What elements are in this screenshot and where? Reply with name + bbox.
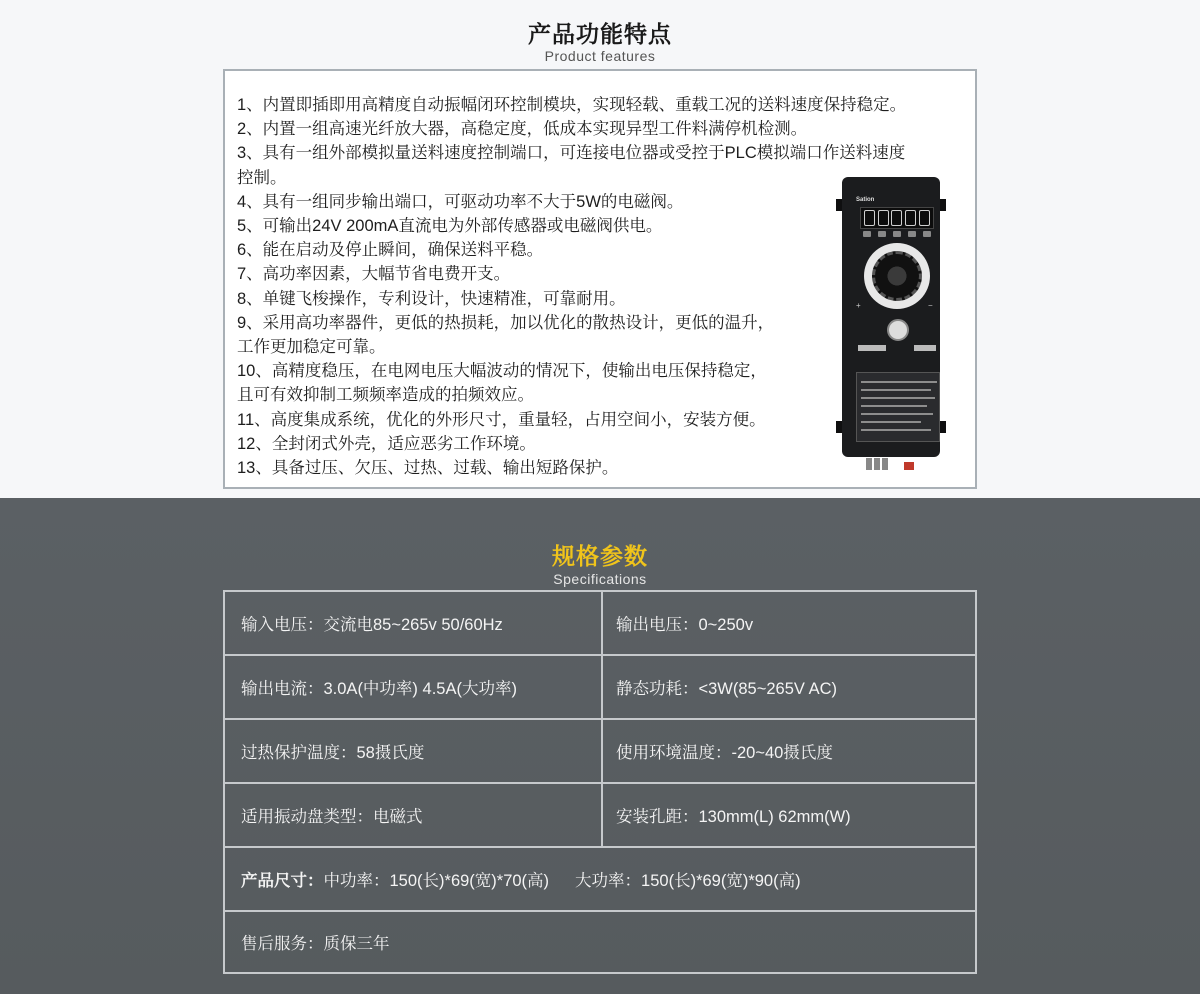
feature-item: 3、具有一组外部模拟量送料速度控制端口，可连接电位器或受控于PLC模拟端口作送料速度 bbox=[237, 144, 906, 163]
led-display bbox=[860, 207, 934, 229]
feature-item: 11、高度集成系统，优化的外形尺寸，重量轻，占用空间小，安装方便。 bbox=[237, 410, 766, 429]
specs-section bbox=[0, 498, 1200, 994]
feature-item: 10、高精度稳压，在电网电压大幅波动的情况下，使输出电压保持稳定， bbox=[237, 362, 767, 381]
mount-ear bbox=[940, 199, 946, 211]
speed-knob-icon bbox=[872, 251, 922, 301]
spec-plate bbox=[856, 372, 940, 442]
run-stop-button-icon bbox=[887, 319, 909, 341]
features-list bbox=[237, 93, 906, 480]
table-row bbox=[225, 592, 975, 656]
feature-item: 7、高功率因素，大幅节省电费开支。 bbox=[237, 265, 511, 284]
mount-ear bbox=[940, 421, 946, 433]
feature-item: 12、全封闭式外壳，适应恶劣工作环境。 bbox=[237, 434, 536, 453]
spec-static-power: 静态功耗：<3W(85~265V AC) bbox=[601, 656, 975, 718]
feature-item: 8、单键飞梭操作，专利设计，快速精准，可靠耐用。 bbox=[237, 289, 626, 308]
spec-product-size bbox=[225, 848, 975, 910]
feature-item: 且可有效抑制工频频率造成的拍频效应。 bbox=[237, 386, 534, 405]
spec-output-voltage: 输出电压：0~250v bbox=[601, 592, 975, 654]
controller-body bbox=[842, 177, 940, 457]
spec-input-voltage: 输入电压：交流电85~265v 50/60Hz bbox=[241, 616, 503, 634]
plus-mark: − bbox=[928, 301, 933, 310]
minus-mark: + bbox=[856, 301, 861, 310]
model-label bbox=[858, 345, 938, 353]
feature-item: 6、能在启动及停止瞬间，确保送料平稳。 bbox=[237, 241, 544, 260]
table-row bbox=[225, 912, 975, 972]
features-title: 产品功能特点 bbox=[528, 21, 672, 47]
specs-subtitle: Specifications bbox=[553, 571, 647, 587]
spec-feeder-type: 适用振动盘类型：电磁式 bbox=[241, 808, 423, 826]
table-row bbox=[225, 784, 975, 848]
feature-item: 13、具备过压、欠压、过热、过载、输出短路保护。 bbox=[237, 459, 619, 478]
feature-item: 2、内置一组高速光纤放大器，高稳定度，低成本实现异型工件料满停机检测。 bbox=[237, 120, 808, 139]
spec-output-current: 输出电流：3.0A(中功率) 4.5A(大功率) bbox=[241, 680, 517, 698]
size-large: 大功率：150(长)*69(宽)*90(高) bbox=[575, 872, 801, 890]
spec-after-sales: 售后服务：质保三年 bbox=[241, 935, 390, 953]
feature-item: 1、内置即插即用高精度自动振幅闭环控制模块，实现轻载、重载工况的送料速度保持稳定。 bbox=[237, 96, 907, 114]
table-row bbox=[225, 848, 975, 912]
feature-item: 5、可输出24V 200mA直流电为外部传感器或电磁阀供电。 bbox=[237, 217, 663, 236]
spec-ambient-temp: 使用环境温度：-20~40摄氏度 bbox=[601, 720, 975, 782]
indicator-row bbox=[860, 231, 934, 237]
feature-item: 9、采用高功率器件，更低的热损耗，加以优化的散热设计，更低的温升， bbox=[237, 313, 775, 332]
product-image bbox=[836, 177, 946, 473]
features-subtitle: Product features bbox=[544, 48, 656, 64]
specs-table bbox=[223, 590, 977, 974]
spec-overheat-temp: 过热保护温度：58摄氏度 bbox=[241, 744, 425, 762]
size-label: 产品尺寸： bbox=[241, 872, 324, 890]
terminal-pins bbox=[866, 457, 926, 471]
specs-title: 规格参数 bbox=[552, 543, 648, 569]
table-row bbox=[225, 656, 975, 720]
spec-hole-spacing: 安装孔距：130mm(L) 62mm(W) bbox=[601, 784, 975, 846]
feature-item: 工作更加稳定可靠。 bbox=[237, 338, 386, 357]
feature-item: 4、具有一组同步输出端口，可驱动功率不大于5W的电磁阀。 bbox=[237, 192, 684, 211]
brand-logo: Sation bbox=[856, 197, 875, 203]
size-medium: 中功率：150(长)*69(宽)*70(高) bbox=[323, 872, 550, 890]
feature-item: 控制。 bbox=[237, 168, 287, 187]
table-row bbox=[225, 720, 975, 784]
